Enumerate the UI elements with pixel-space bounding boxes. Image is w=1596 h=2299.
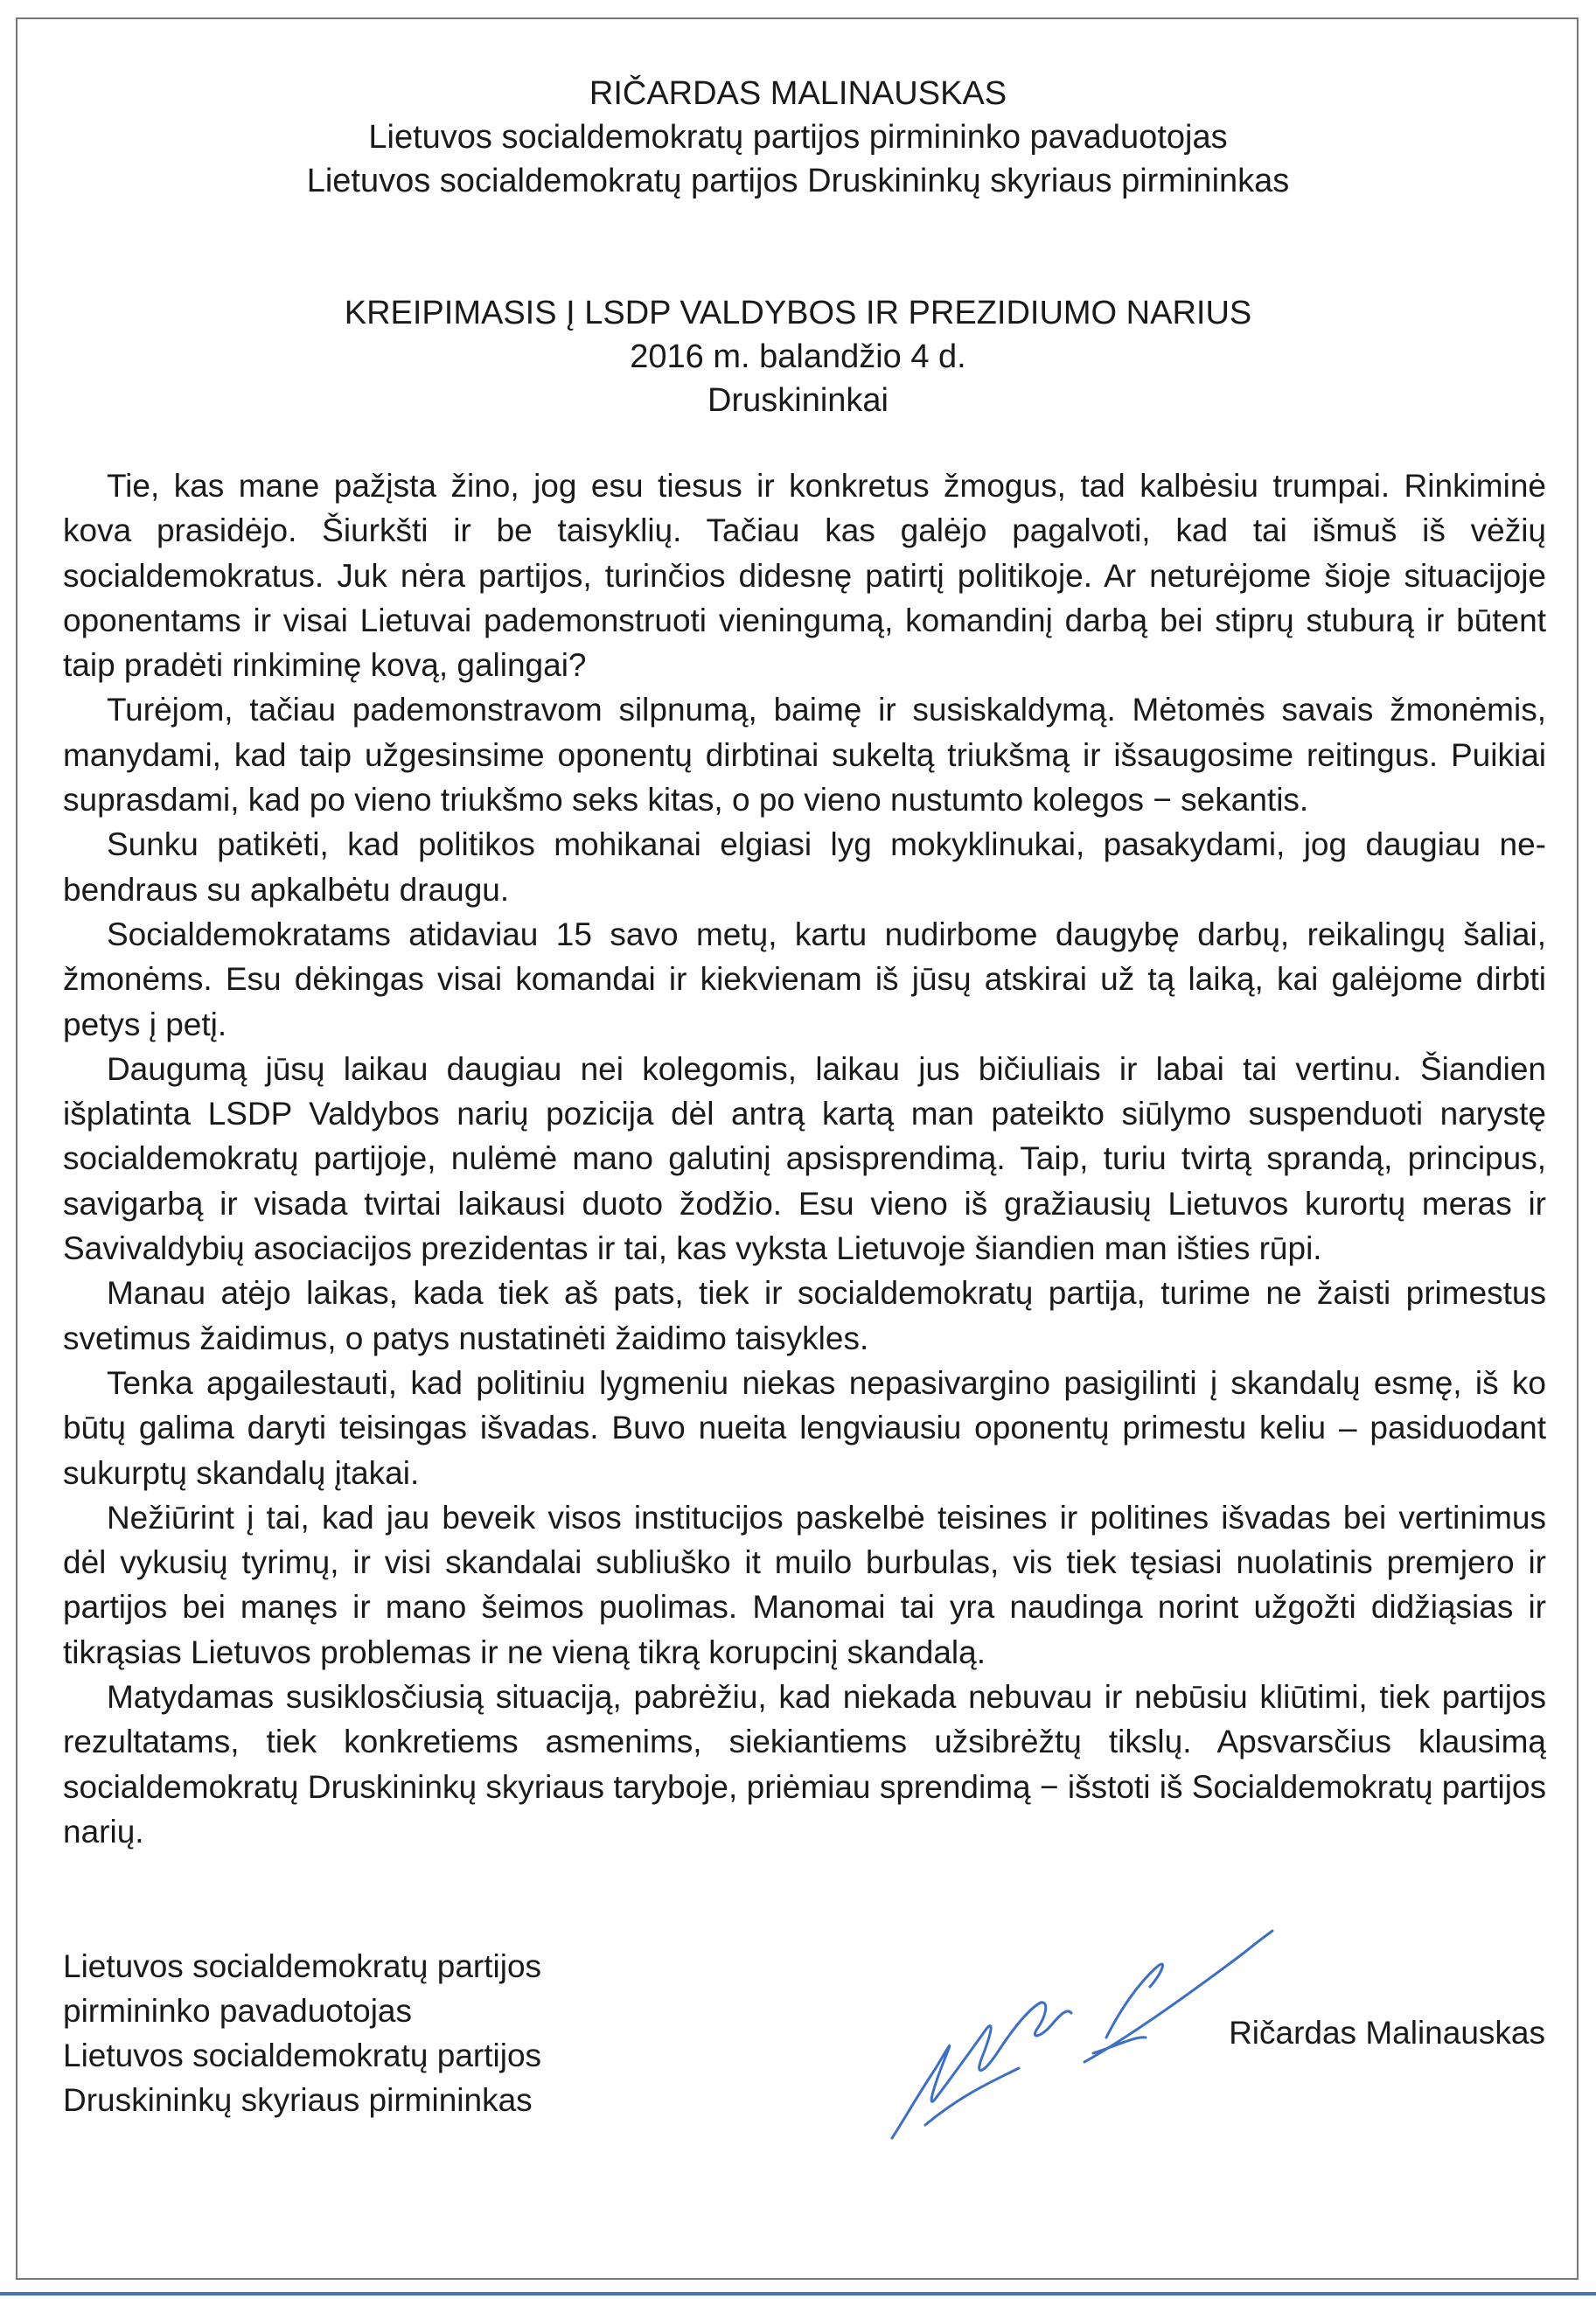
- author-position-2: Lietuvos socialdemokratų partijos Druskininkų skyriaus pirmininkas: [306, 163, 1290, 199]
- letter-title-block: [0, 291, 1596, 422]
- body-paragraph: Daugumą jūsų laikau daugiau nei kolegomis, laikau jus bičiuliais ir labai tai vertinu. Šiandien išplatinta LSDP Valdybos narių pozicija dėl antrą kartą man pateikto siūlymo suspenduoti narystę socialdemokratų partijoje, nulėmė mano galutinį apsisprendimą. Taip, turiu tvirtą sprandą, principus, savigarbą ir visada tvirtai laikausi duoto žodžio. Esu vieno iš gražiausių Lietuvos kurortų meras ir Savivaldybių asociacijos prezidentas ir tai, kas vyksta Lietuvoje šiandien man išties rūpi.: [63, 1050, 1546, 1267]
- handwritten-signature: [831, 1906, 1286, 2151]
- letter-header: [0, 72, 1596, 203]
- body-paragraph: Tenka apgailestauti, kad politiniu lygmeniu niekas nepasivargino pasigilinti į skandalų esmę, iš ko būtų galima daryti teisingas išvadas. Buvo nueita lengviausiu oponentų primestu keliu – pasiduodant sukurptų skandalų įtakai.: [63, 1364, 1546, 1491]
- body-paragraph: Tie, kas mane pažįsta žino, jog esu tiesus ir konkretus žmogus, tad kalbėsiu trumpai. Rinkiminė kova prasidėjo. Šiurkšti ir be taisyklių. Tačiau kas galėjo pagalvoti, kad tai išmuš iš vėžių socialdemokratus. Juk nėra partijos, turinčios didesnę patirtį politikoje. Ar neturėjome šioje situacijoje oponentams ir visai Lietuvai pademonstruoti vieningumą, komandinį darbą bei stiprų stuburą ir būtent taip pradėti rinkiminę kovą, galingai?: [63, 468, 1546, 684]
- closing-line-2: pirmininko pavaduotojas: [63, 1993, 413, 2029]
- letter-title: KREIPIMASIS Į LSDP VALDYBOS IR PREZIDIUMO NARIUS: [344, 295, 1252, 331]
- body-paragraph: Socialdemokratams atidaviau 15 savo metų, kartu nudirbome daugybę darbų, reikalingų šaliai, žmonėms. Esu dėkingas visai komandai ir kiekvienam iš jūsų atskirai už tą laiką, kai galėjome dirbti petys į petį.: [63, 916, 1546, 1042]
- body-paragraph: Turėjom, tačiau pademonstravom silpnumą, baimę ir susiskaldymą. Mėtomės savais žmonėmis, manydami, kad taip užgesinsime oponentų dirbtinai sukeltą triukšmą ir išsaugosime reitingus. Puikiai suprasdami, kad po vieno triukšmo seks kitas, o po vieno nustumto kolegos − sekantis.: [63, 692, 1546, 819]
- letter-place: Druskininkai: [707, 382, 889, 419]
- signatory-name: Ričardas Malinauskas: [1229, 2015, 1545, 2051]
- author-name: RIČARDAS MALINAUSKAS: [589, 75, 1007, 112]
- closing-line-1: Lietuvos socialdemokratų partijos: [63, 1948, 542, 1984]
- author-position-1: Lietuvos socialdemokratų partijos pirmininko pavaduotojas: [368, 119, 1228, 156]
- closing-line-4: Druskininkų skyriaus pirmininkas: [63, 2082, 533, 2118]
- closing-line-3: Lietuvos socialdemokratų partijos: [63, 2038, 542, 2073]
- body-paragraph: Manau atėjo laikas, kada tiek aš pats, tiek ir socialdemokratų partija, turime ne žaisti primestus svetimus žaidimus, o patys nustatinėti žaidimo taisykles.: [63, 1275, 1546, 1356]
- bottom-rule: [0, 2292, 1596, 2296]
- body-paragraph: Sunku patikėti, kad politikos mohikanai elgiasi lyg mokyklinukai, pasakydami, jog daugiau nebendraus su apkalbėtu draugu.: [63, 826, 1546, 908]
- letter-body: [63, 463, 1546, 1854]
- closing-title-block: [63, 1944, 541, 2122]
- body-paragraph: Matydamas susiklosčiusią situaciją, pabrėžiu, kad niekada nebuvau ir nebūsiu kliūtimi, tiek partijos rezultatams, tiek konkretiems asmenims, siekiantiems užsibrėžtų tikslų. Apsvarsčius klausimą socialdemokratų Druskininkų skyriaus taryboje, priėmiau sprendimą − išstoti iš Socialdemokratų partijos narių.: [63, 1679, 1546, 1850]
- letter-date: 2016 m. balandžio 4 d.: [630, 338, 966, 375]
- body-paragraph: Nežiūrint į tai, kad jau beveik visos institucijos paskelbė teisines ir politines išvadas bei vertinimus dėl vykusių tyrimų, ir visi skandalai subliuško it muilo burbulas, vis tiek tęsiasi nuolatinis premjero ir partijos bei manęs ir mano šeimos puolimas. Manomai tai yra naudinga norint užgožti didžiąsias ir tikrąsias Lietuvos problemas ir ne vieną tikrą korupcinį skandalą.: [63, 1499, 1546, 1670]
